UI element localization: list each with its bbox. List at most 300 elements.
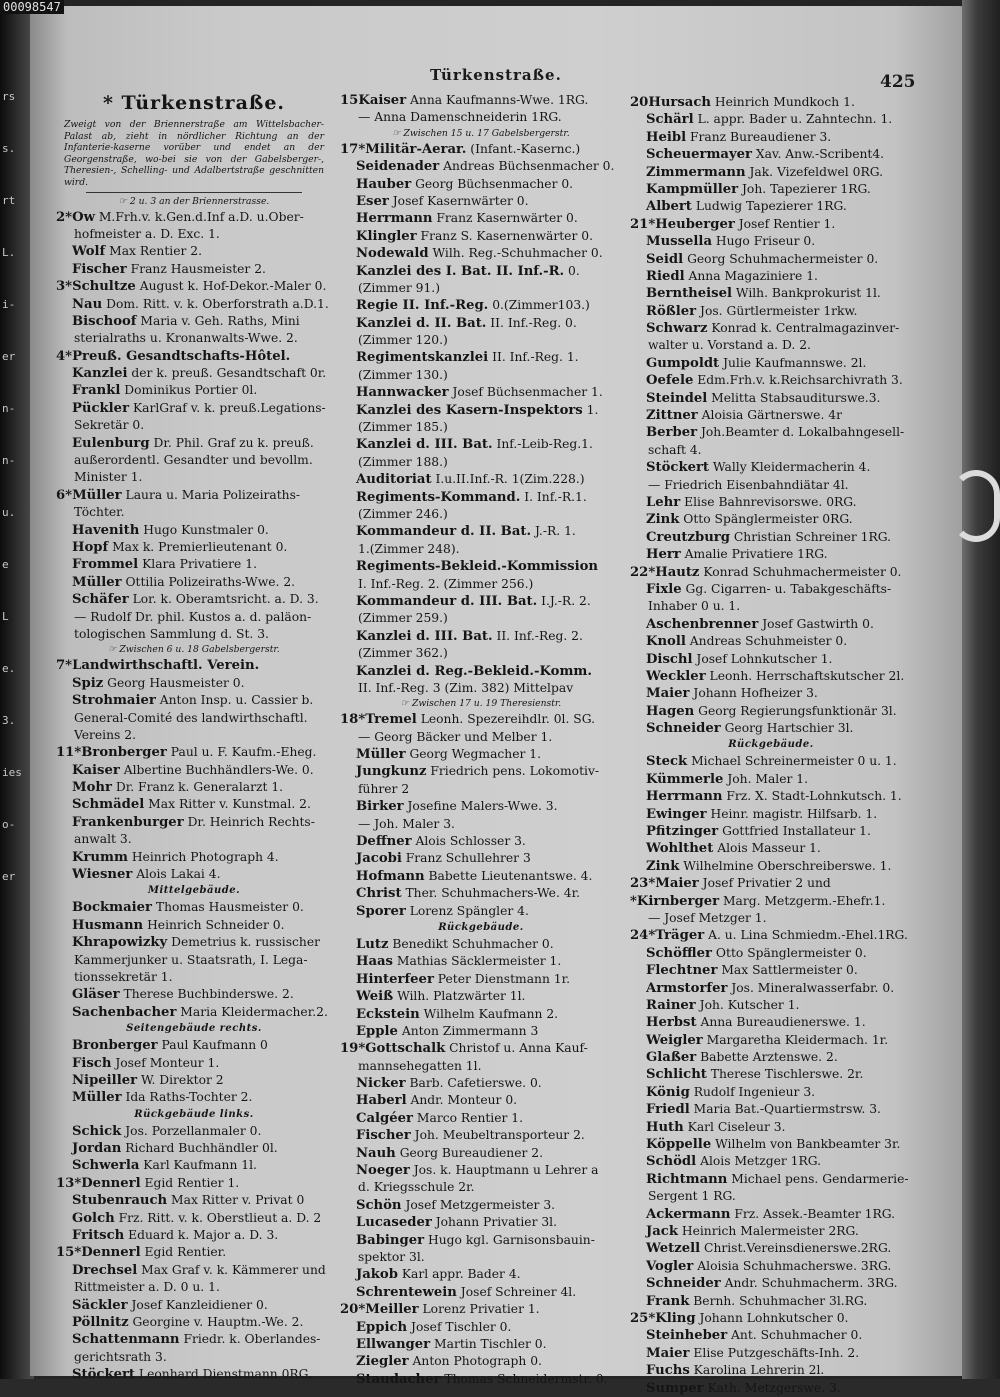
resident-name: Kanzlei d. III. Bat.: [356, 628, 493, 644]
resident-entry: [340, 1197, 622, 1214]
resident-entry: [56, 365, 332, 382]
resident-entry: [630, 111, 912, 128]
margin-fragment: er: [2, 870, 16, 883]
house-number: 17*: [340, 141, 366, 157]
resident-entry: [56, 1297, 332, 1314]
resident-name: Jungkunz: [356, 764, 427, 780]
column-middle: [340, 92, 622, 1388]
entry-continuation: tionssekretär 1.: [74, 969, 173, 984]
resident-details: Ther. Schuhmachers-We. 4r.: [401, 886, 581, 901]
resident-entry: [56, 779, 332, 796]
margin-fragment: u.: [2, 506, 16, 519]
resident-details: Heinrich Mundkoch 1.: [710, 95, 855, 109]
resident-name: Maier: [646, 1345, 690, 1361]
resident-details: Demetrius k. russischer: [167, 935, 320, 950]
entry-continuation: Sekretär 0.: [74, 418, 145, 433]
resident-entry: [340, 1110, 622, 1127]
resident-entry: [630, 546, 912, 563]
resident-entry: [630, 1240, 912, 1257]
resident-details: Jos. Mineralwasserfabr. 0.: [727, 980, 895, 995]
resident-entry: [340, 158, 622, 175]
resident-entry: [630, 1032, 912, 1049]
resident-name: Gottschalk: [365, 1041, 446, 1057]
resident-details: Otto Spänglermeister 0RG.: [679, 512, 853, 527]
entry-continuation: Kammerjunker u. Staatsrath, I. Lega-: [74, 952, 308, 967]
resident-name: Hopf: [72, 539, 109, 555]
house-number: 18*: [340, 712, 366, 728]
resident-name: Herrmann: [356, 211, 433, 227]
paper-clip: [952, 470, 1000, 542]
resident-name: Rainer: [646, 997, 696, 1013]
resident-details: Josef Gastwirth 0.: [758, 616, 874, 631]
resident-name: Schneider: [646, 1276, 721, 1292]
resident-details: Wilh. Bankprokurist 1l.: [731, 286, 881, 301]
resident-details: Andr. Monteur 0.: [406, 1093, 518, 1108]
entry-continuation: sterialraths u. Kronanwalts-Wwe. 2.: [74, 331, 298, 346]
resident-name: Oefele: [646, 373, 694, 389]
resident-details: Frz. Ritt. v. k. Oberstlieut a. D. 2: [114, 1210, 322, 1225]
house-number: 21*: [630, 216, 656, 232]
house-number: 19*: [340, 1041, 366, 1057]
resident-details: Ant. Schuhmacher 0.: [727, 1328, 863, 1343]
resident-entry: [340, 850, 622, 867]
page-number: 425: [880, 72, 916, 92]
running-head: Türkenstraße.: [430, 66, 562, 84]
margin-fragment: e: [2, 558, 9, 571]
resident-details: Frz. X. Stadt-Lohnkutsch. 1.: [722, 789, 902, 804]
resident-details: II. Inf.-Reg. 2.: [492, 628, 583, 643]
resident-entry: [630, 303, 912, 320]
building-section-heading: Rückgebäude.: [728, 739, 814, 751]
resident-entry: [630, 1101, 912, 1118]
resident-name: Preuß. Gesandtschafts-Hôtel.: [72, 348, 291, 364]
resident-details: Joh. Maler 1.: [723, 771, 809, 786]
resident-name: Sporer: [356, 903, 406, 919]
resident-name: Schärl: [646, 112, 694, 128]
resident-entry: [630, 997, 912, 1014]
resident-entry: [630, 1362, 912, 1379]
resident-name: Fischer: [356, 1128, 411, 1144]
resident-details: Dr. Heinrich Rechts-: [183, 814, 315, 829]
resident-name: Gumpoldt: [646, 355, 720, 371]
resident-entry: [56, 1244, 332, 1261]
resident-details: L. appr. Bader u. Zahntechn. 1.: [693, 112, 893, 127]
house-number: 11*: [56, 745, 82, 761]
resident-entry: [630, 703, 912, 720]
resident-details: der k. preuß. Gesandtschaft 0r.: [127, 366, 327, 381]
resident-entry: [630, 1014, 912, 1031]
resident-entry: [340, 833, 622, 850]
resident-details: Wilhelm Kaufmann 2.: [419, 1006, 559, 1021]
resident-details: Michael pens. Gendarmerie-: [727, 1171, 909, 1186]
resident-details: Karl Ciseleur 3.: [683, 1119, 786, 1134]
resident-details: Georg Hartschier 3l.: [720, 721, 854, 736]
resident-name: Jacobi: [356, 851, 402, 867]
resident-name: Fisch: [72, 1055, 112, 1071]
resident-entry: [630, 840, 912, 857]
resident-details: Max Ritter v. Privat 0: [167, 1193, 305, 1208]
entry-continuation: (Zimmer 120.): [358, 333, 448, 348]
resident-name: Militär-Aerar.: [365, 141, 467, 157]
cross-street-note: ☞ 2 u. 3 an der Briennerstrasse.: [118, 195, 270, 207]
resident-entry: [56, 243, 332, 260]
resident-name: Calgéer: [356, 1110, 413, 1126]
entry-continuation: — Joh. Maler 3.: [358, 816, 455, 831]
resident-details: Max Rentier 2.: [105, 244, 203, 259]
entry-continuation: d. Kriegsschule 2r.: [358, 1180, 475, 1195]
resident-entry: [630, 753, 912, 770]
resident-details: Karolina Lehrerin 2l.: [689, 1363, 825, 1378]
house-number: 15: [340, 93, 359, 108]
resident-name: Vogler: [646, 1258, 694, 1274]
resident-details: Heinr. magistr. Hilfsarb. 1.: [706, 806, 878, 821]
resident-name: Herrmann: [646, 789, 723, 805]
resident-details: Kath. Metzgerswe. 3.: [703, 1380, 841, 1395]
resident-entry: [630, 1153, 912, 1170]
resident-details: I. Inf.-R.1.: [520, 489, 587, 504]
resident-entry: [340, 868, 622, 885]
resident-entry: [56, 1227, 332, 1244]
entry-continuation: — Georg Bäcker und Melber 1.: [358, 729, 553, 744]
resident-details: Barb. Cafetierswe. 0.: [405, 1076, 542, 1091]
resident-details: 1.: [582, 402, 599, 417]
resident-entry: [56, 1072, 332, 1089]
entry-continuation: Töchter.: [74, 505, 125, 520]
resident-details: Alois Schlosser 3.: [411, 834, 526, 849]
resident-details: Georgine v. Hauptm.-We. 2.: [128, 1315, 304, 1329]
resident-name: Richtmann: [646, 1171, 728, 1187]
house-number: *: [630, 893, 637, 909]
resident-details: Joh.Beamter d. Lokalbahngesell-: [697, 425, 905, 440]
resident-details: Konrad k. Centralmagazinver-: [707, 321, 900, 336]
resident-name: Khrapowizky: [72, 935, 168, 951]
resident-name: Ow: [72, 209, 95, 225]
resident-entry: [630, 164, 912, 181]
margin-fragment: 3.: [2, 714, 16, 727]
resident-details: Xav. Anw.-Scribent4.: [751, 147, 885, 162]
resident-name: Eser: [356, 193, 389, 209]
resident-entry: [56, 1331, 332, 1348]
resident-name: Husmann: [72, 917, 144, 933]
resident-entry: [630, 1310, 912, 1327]
resident-entry: [630, 1258, 912, 1275]
resident-name: Hinterfeer: [356, 971, 434, 987]
resident-entry: [630, 858, 912, 875]
building-section-heading: Rückgebäude links.: [134, 1108, 254, 1120]
resident-details: Melitta Stabsauditurswe.3.: [707, 390, 881, 405]
resident-details: Maria Bat.-Quartiermstrsw. 3.: [689, 1102, 881, 1117]
resident-name: Frankl: [72, 383, 121, 399]
house-number: 23*: [630, 876, 656, 892]
house-number: 22*: [630, 564, 656, 580]
resident-name: Kanzlei d. II. Bat.: [356, 315, 487, 331]
resident-entry: [340, 263, 622, 280]
resident-name: Regiments-Kommand.: [356, 489, 521, 505]
resident-details: Christian Schreiner 1RG.: [729, 529, 892, 544]
resident-entry: [630, 823, 912, 840]
resident-name: Hauber: [356, 176, 412, 192]
resident-entry: [56, 986, 332, 1003]
resident-details: J.-R. 1.: [531, 524, 576, 539]
resident-details: Georg Hausmeister 0.: [103, 675, 245, 690]
house-number: 3*: [56, 279, 73, 295]
resident-details: Elise Putzgeschäfts-Inh. 2.: [689, 1345, 860, 1360]
street-title: * Türkenstraße.: [102, 92, 286, 114]
resident-details: Alois Masseur 1.: [713, 841, 821, 856]
cross-street-note: ☞ Zwischen 17 u. 19 Theresienstr.: [400, 698, 562, 710]
resident-details: Josef Kanzleidiener 0.: [127, 1297, 268, 1312]
resident-details: Laura u. Maria Polizeiraths-: [121, 487, 301, 502]
resident-entry: [340, 1319, 622, 1336]
resident-name: Bockmaier: [72, 900, 152, 916]
divider: [86, 192, 302, 193]
entry-continuation: (Zimmer 246.): [358, 506, 448, 521]
resident-name: Seidenader: [356, 159, 440, 175]
resident-details: Margaretha Kleidermach. 1r.: [702, 1032, 889, 1047]
resident-details: Johann Lohnkutscher 0.: [695, 1310, 849, 1325]
resident-details: Franz Kasernwärter 0.: [432, 211, 578, 226]
resident-entry: [630, 459, 912, 476]
resident-name: Babinger: [356, 1232, 425, 1248]
resident-entry: [630, 980, 912, 997]
resident-name: Stöckert: [72, 1367, 136, 1383]
resident-entry: [56, 814, 332, 831]
resident-entry: [56, 296, 332, 313]
resident-entry: [56, 934, 332, 951]
resident-name: Fuchs: [646, 1363, 690, 1379]
resident-details: Anton Zimmermann 3: [397, 1023, 539, 1038]
resident-entry: [56, 692, 332, 709]
resident-name: Kanzlei d. III. Bat.: [356, 437, 493, 453]
house-number: 25*: [630, 1310, 656, 1326]
resident-details: Hugo kgl. Garnisonsbauin-: [424, 1232, 595, 1247]
resident-entry: [340, 1092, 622, 1109]
resident-details: August k. Hof-Dekor.-Maler 0.: [135, 279, 327, 294]
resident-details: Marg. Metzgerm.-Ehefr.1.: [719, 893, 886, 908]
resident-entry: [630, 529, 912, 546]
resident-details: Peter Dienstmann 1r.: [433, 971, 571, 986]
resident-details: Jos. k. Hauptmann u Lehrer a: [409, 1163, 599, 1178]
resident-name: Rößler: [646, 303, 697, 319]
resident-entry: [340, 663, 622, 680]
resident-details: W. Direktor 2: [137, 1072, 224, 1087]
resident-entry: [340, 1284, 622, 1301]
resident-entry: [630, 320, 912, 337]
resident-entry: [56, 382, 332, 399]
resident-name: Nauh: [356, 1145, 396, 1161]
resident-name: Pöllnitz: [72, 1315, 129, 1330]
resident-details: Thomas Hausmeister 0.: [151, 900, 304, 915]
resident-entry: [630, 407, 912, 424]
resident-name: Ziegler: [356, 1354, 409, 1370]
resident-name: Mussella: [646, 234, 712, 250]
resident-name: Schultze: [72, 279, 136, 295]
resident-details: Josef Lohnkutscher 1.: [692, 651, 833, 666]
resident-details: Lorenz Privatier 1.: [418, 1302, 540, 1317]
resident-entry: [630, 668, 912, 685]
resident-entry: [630, 251, 912, 268]
resident-entry: [340, 971, 622, 988]
resident-name: Steinheber: [646, 1328, 728, 1344]
resident-entry: [630, 771, 912, 788]
margin-fragment: n-: [2, 454, 16, 467]
resident-entry: [56, 866, 332, 883]
resident-details: Martin Tischler 0.: [430, 1336, 547, 1351]
resident-details: Maria v. Geh. Raths, Mini: [136, 313, 300, 328]
entry-continuation: (Zimmer 188.): [358, 454, 448, 469]
resident-details: Aloisia Gärtnerswe. 4r: [697, 408, 842, 423]
resident-details: Josef Büchsenmacher 1.: [448, 385, 603, 400]
resident-entry: [340, 523, 622, 540]
resident-name: Scheuermayer: [646, 147, 752, 163]
margin-fragment: L.: [2, 246, 16, 259]
column-right: [630, 94, 912, 1397]
resident-details: Konrad Schuhmachermeister 0.: [699, 564, 902, 579]
resident-details: Jos. Porzellanmaler 0.: [121, 1123, 262, 1138]
resident-details: Leonh. Spezereihdlr. 0l. SG.: [416, 712, 595, 727]
resident-name: Kaiser: [72, 762, 120, 778]
resident-name: Hannwacker: [356, 385, 449, 401]
resident-entry: [340, 193, 622, 210]
resident-details: Michael Schreinermeister 0 u. 1.: [687, 754, 897, 769]
resident-name: Jordan: [72, 1141, 122, 1157]
resident-entry: [340, 763, 622, 780]
resident-entry: [340, 489, 622, 506]
resident-details: Georg Bureaudiener 2.: [395, 1145, 544, 1160]
resident-details: Eduard k. Major a. D. 3.: [124, 1228, 279, 1243]
resident-details: Julie Kaufmannswe. 2l.: [719, 355, 867, 370]
resident-name: Epple: [356, 1023, 398, 1039]
entry-continuation: II. Inf.-Reg. 3 (Zim. 382) Mittelpav: [358, 680, 574, 695]
resident-details: Wilhelmine Oberschreiberswe. 1.: [679, 858, 892, 873]
resident-entry: [630, 216, 912, 233]
resident-details: KarlGraf v. k. preuß.Legations-: [129, 400, 326, 415]
resident-details: Frz. Assek.-Beamter 1RG.: [730, 1206, 896, 1221]
resident-details: Anna Bureaudienerswe. 1.: [696, 1015, 866, 1030]
resident-details: M.Frh.v. k.Gen.d.Inf a.D. u.Ober-: [94, 209, 304, 224]
resident-entry: [56, 348, 332, 365]
resident-entry: [630, 181, 912, 198]
resident-name: Stöckert: [646, 460, 710, 476]
resident-name: Regiments-Bekleid.-Kommission: [356, 559, 598, 575]
resident-entry: [56, 917, 332, 934]
resident-details: Thomas Schneidermstr. 0.: [440, 1371, 608, 1386]
resident-entry: [340, 558, 622, 575]
resident-name: Zink: [646, 512, 680, 528]
resident-entry: [340, 953, 622, 970]
resident-details: 0.(Zimmer103.): [488, 298, 590, 313]
resident-entry: [630, 945, 912, 962]
margin-fragment: e.: [2, 662, 16, 675]
resident-details: Georg Regierungsfunktionär 3l.: [694, 703, 897, 718]
resident-details: Hugo Kunstmaler 0.: [139, 522, 269, 537]
resident-name: Kanzlei d. Reg.-Bekleid.-Komm.: [356, 663, 592, 679]
entry-continuation: — Rudolf Dr. phil. Kustos a. d. paläon-: [74, 609, 312, 624]
resident-name: Krumm: [72, 849, 128, 865]
resident-entry: [630, 927, 912, 944]
house-number: 6*: [56, 487, 73, 503]
resident-entry: [630, 146, 912, 163]
resident-entry: [56, 1262, 332, 1279]
resident-entry: [340, 988, 622, 1005]
entry-continuation: (Zimmer 259.): [358, 611, 448, 626]
resident-entry: [630, 962, 912, 979]
resident-details: Lorenz Spängler 4.: [405, 903, 529, 918]
resident-details: Ottilia Polizeiraths-Wwe. 2.: [121, 574, 296, 589]
resident-entry: [630, 720, 912, 737]
resident-name: Ackermann: [646, 1206, 731, 1222]
resident-details: Babette Lieutenantswe. 4.: [424, 868, 593, 883]
resident-name: Regimentskanzlei: [356, 350, 489, 366]
resident-details: Otto Spänglermeister 0.: [712, 945, 867, 960]
resident-name: Tremel: [365, 712, 417, 728]
resident-name: Heuberger: [655, 216, 735, 232]
resident-entry: [630, 685, 912, 702]
resident-name: Herbst: [646, 1015, 697, 1031]
resident-details: Johann Privatier 3l.: [431, 1215, 558, 1230]
resident-name: Maier: [655, 876, 699, 892]
resident-name: Stubenrauch: [72, 1193, 168, 1209]
resident-name: Knoll: [646, 634, 686, 650]
entry-continuation: (Zimmer 91.): [358, 280, 441, 295]
resident-entry: [340, 436, 622, 453]
resident-details: Klara Privatiere 1.: [138, 557, 257, 572]
resident-entry: [630, 1293, 912, 1310]
resident-name: Schlicht: [646, 1067, 707, 1083]
resident-entry: [340, 1075, 622, 1092]
margin-fragment: rt: [2, 194, 16, 207]
previous-page-edge: [0, 0, 34, 1379]
resident-entry: [56, 1314, 332, 1331]
resident-details: II. Inf.-Reg. 0.: [486, 315, 577, 330]
resident-entry: [630, 1380, 912, 1397]
resident-name: Hofmann: [356, 868, 425, 884]
resident-name: Golch: [72, 1210, 115, 1226]
resident-name: Jack: [646, 1224, 678, 1239]
resident-name: Eulenburg: [72, 435, 150, 451]
resident-details: Lor. k. Oberamtsricht. a. D. 3.: [128, 592, 319, 607]
resident-details: Albertine Buchhändlers-We. 0.: [119, 762, 314, 777]
resident-entry: [340, 349, 622, 366]
resident-entry: [56, 1157, 332, 1174]
resident-details: Johann Hofheizer 3.: [689, 686, 818, 701]
cross-street-note: ☞ Zwischen 6 u. 18 Gabelsbergerstr.: [108, 644, 280, 656]
resident-details: 0.: [564, 263, 580, 278]
resident-details: Aloisia Schuhmacherswe. 3RG.: [693, 1258, 892, 1273]
resident-entry: [630, 616, 912, 633]
resident-entry: [56, 762, 332, 779]
house-number: 4*: [56, 348, 73, 364]
resident-name: Kommandeur d. II. Bat.: [356, 524, 532, 540]
resident-name: Weigler: [646, 1032, 703, 1048]
directory-entries: [340, 92, 622, 1388]
resident-name: Haas: [356, 954, 393, 970]
entry-continuation: Minister 1.: [74, 470, 143, 485]
resident-entry: [56, 1210, 332, 1227]
resident-details: Egid Rentier.: [140, 1245, 227, 1260]
resident-name: Meiller: [365, 1302, 419, 1318]
resident-entry: [630, 233, 912, 250]
resident-entry: [340, 1371, 622, 1388]
resident-entry: [340, 1040, 622, 1057]
resident-entry: [630, 1275, 912, 1292]
resident-name: Lehr: [646, 494, 681, 510]
resident-details: Josefine Malers-Wwe. 3.: [403, 799, 558, 814]
resident-name: Nicker: [356, 1076, 406, 1092]
resident-name: Herr: [646, 547, 681, 563]
resident-name: Köppelle: [646, 1137, 712, 1153]
resident-name: Flechtner: [646, 963, 718, 979]
